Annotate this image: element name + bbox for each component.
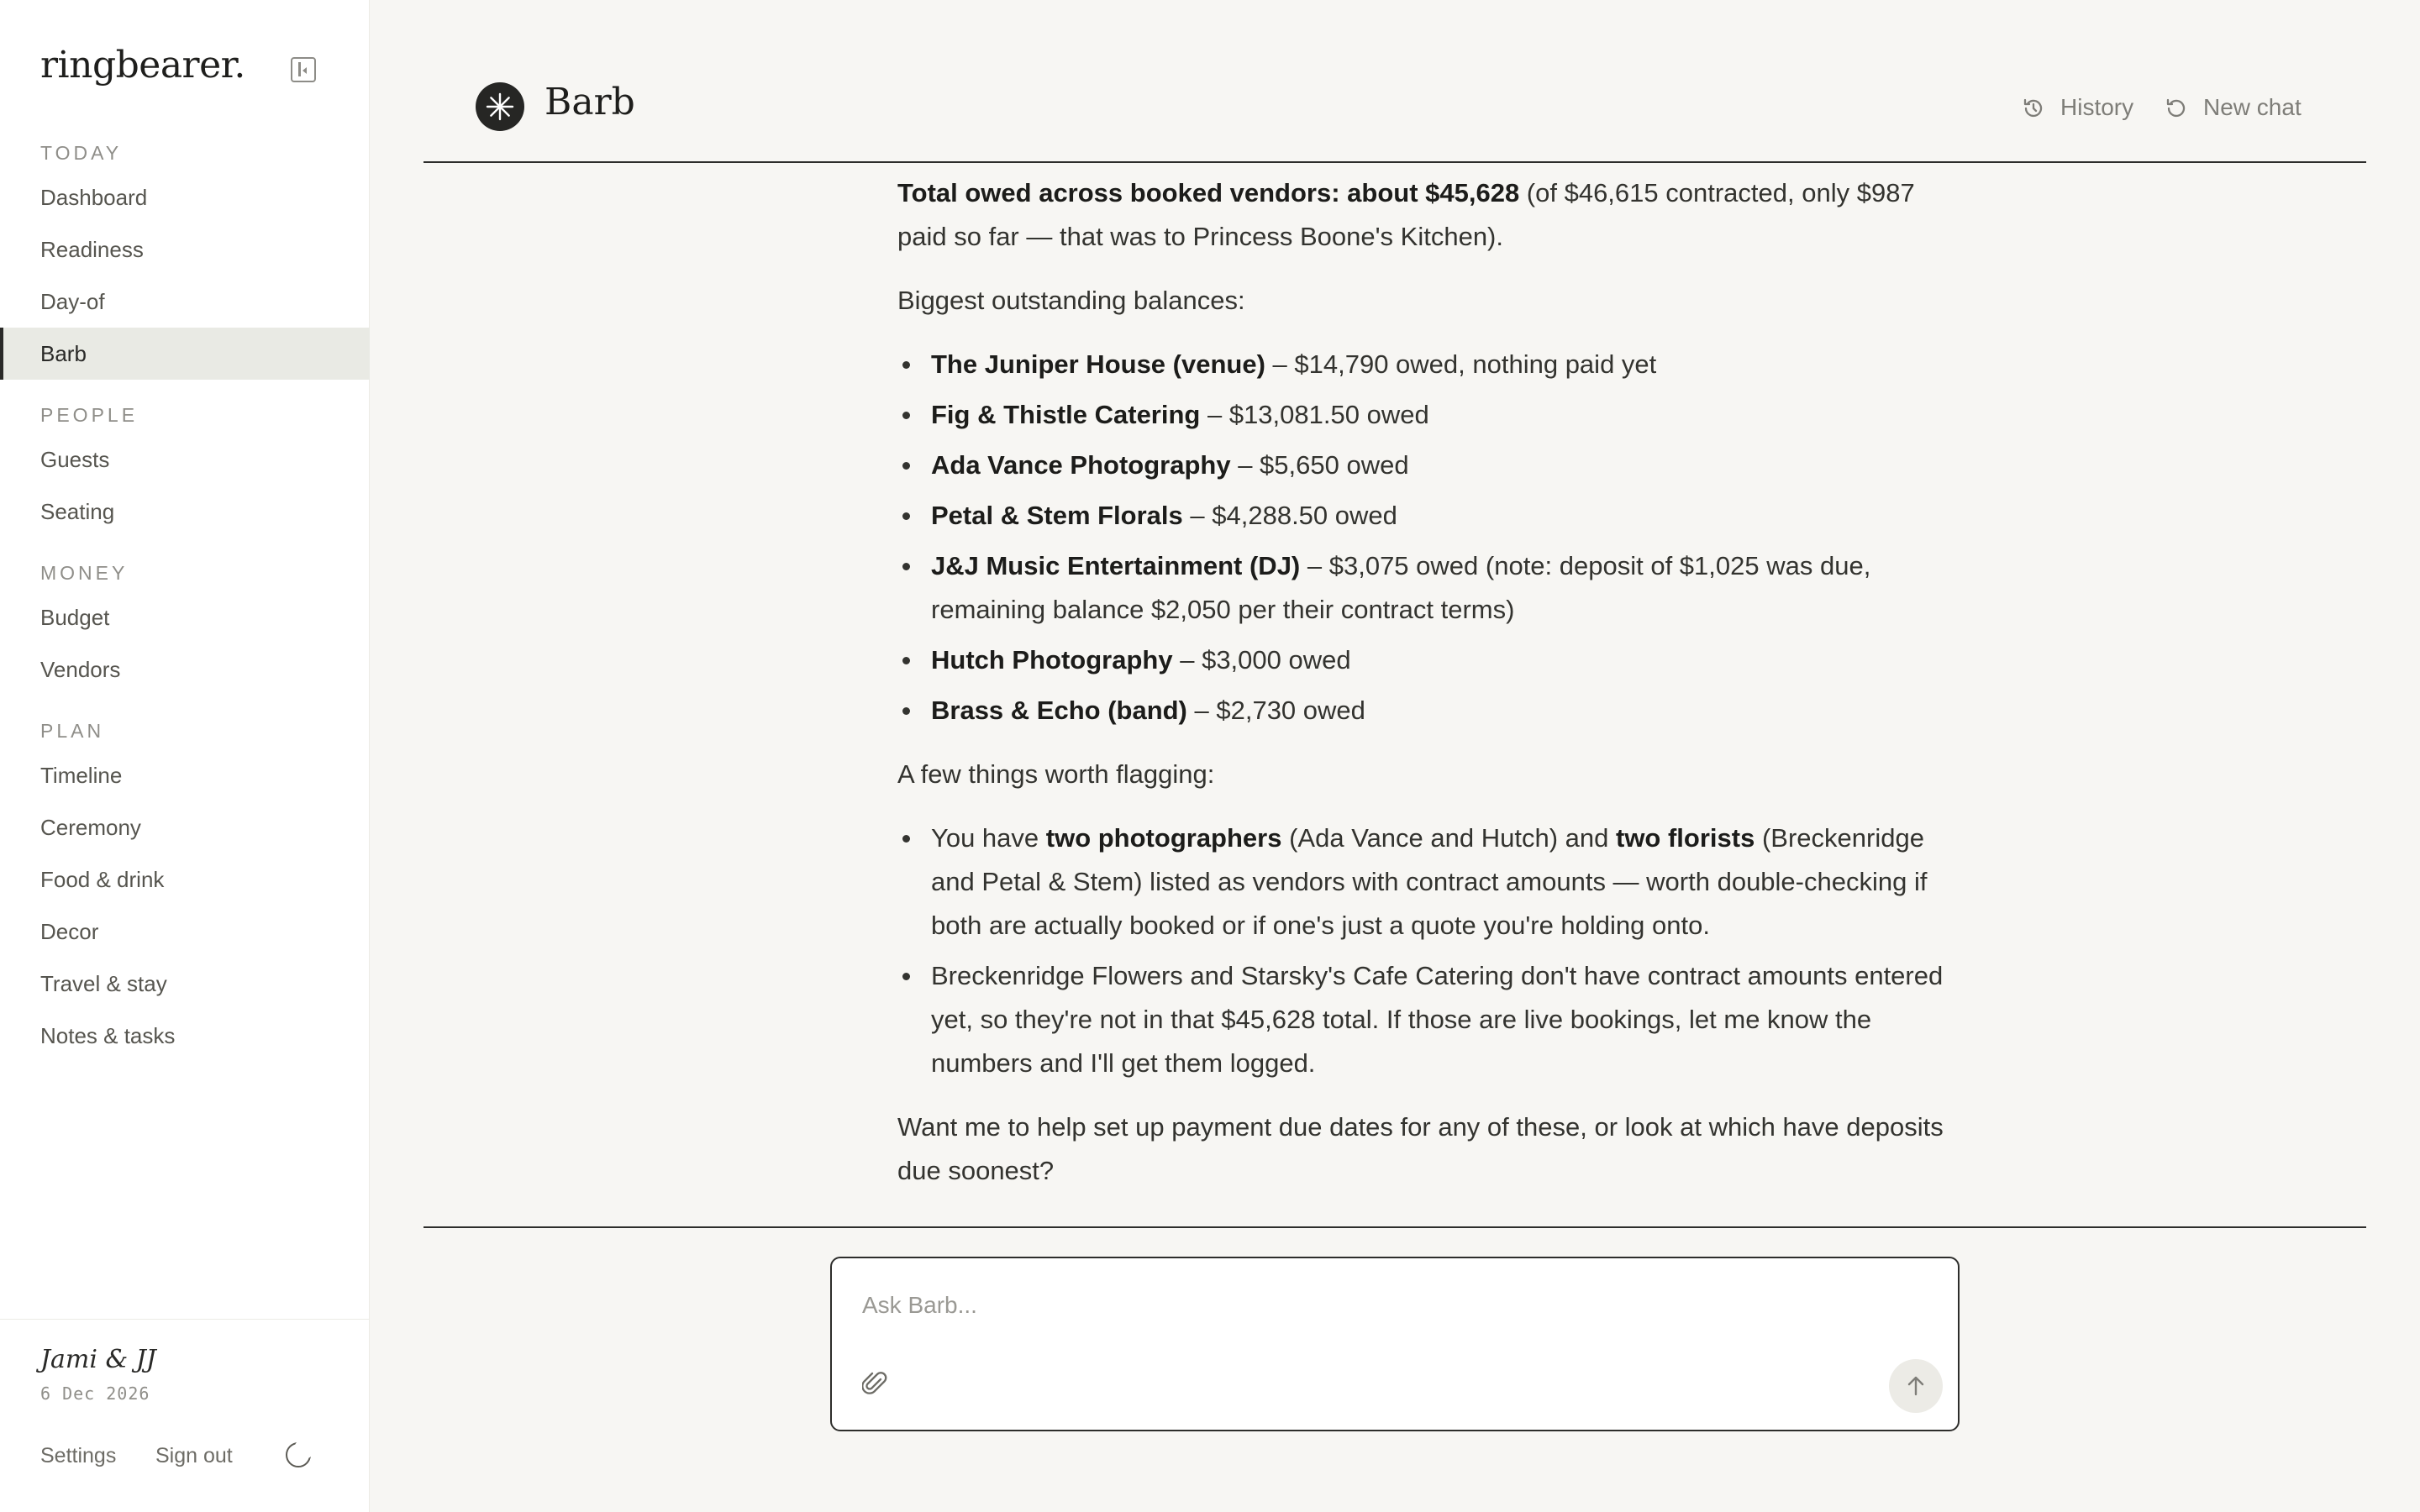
nav-section-money: MONEY xyxy=(40,562,129,584)
closing-question: Want me to help set up payment due dates for any of these, or look at which have deposits due soonest? xyxy=(897,1112,1944,1185)
sign-out-link[interactable]: Sign out xyxy=(155,1444,233,1467)
list-item xyxy=(897,544,1965,632)
list-item xyxy=(897,343,1965,386)
flag-bold: two florists xyxy=(1616,823,1755,853)
flags-list xyxy=(897,816,1965,1085)
brand-logo[interactable]: ringbearer. xyxy=(40,44,245,87)
list-item xyxy=(897,638,1965,682)
new-chat-button[interactable] xyxy=(2165,91,2302,124)
vendor-name: J&J Music Entertainment (DJ) xyxy=(931,551,1301,580)
nav-section-plan: PLAN xyxy=(40,720,105,742)
summary-total: Total owed across booked vendors: about $45,628 xyxy=(897,178,1520,207)
vendor-balance: – $4,288.50 owed xyxy=(1182,501,1397,530)
vendor-name: Hutch Photography xyxy=(931,645,1173,675)
sidebar-item-ceremony[interactable]: Ceremony xyxy=(40,815,141,840)
sidebar-item-vendors[interactable]: Vendors xyxy=(40,657,121,682)
history-label: History xyxy=(2060,94,2134,120)
list-item xyxy=(897,954,1965,1085)
vendor-name: The Juniper House (venue) xyxy=(931,349,1265,379)
flag-text: (Ada Vance and Hutch) and xyxy=(1281,823,1616,853)
sidebar-item-budget[interactable]: Budget xyxy=(40,605,110,630)
vendor-balance: – $5,650 owed xyxy=(1230,450,1409,480)
vendor-balance: – $3,000 owed xyxy=(1172,645,1351,675)
flags-intro: A few things worth flagging: xyxy=(897,759,1215,789)
balances-intro: Biggest outstanding balances: xyxy=(897,286,1245,315)
balances-list xyxy=(897,343,1965,732)
new-chat-label: New chat xyxy=(2203,94,2302,120)
dark-mode-toggle-icon[interactable] xyxy=(286,1442,311,1467)
sidebar-item-barb[interactable]: Barb xyxy=(0,328,370,380)
sidebar-item-guests[interactable]: Guests xyxy=(40,447,110,472)
settings-link[interactable]: Settings xyxy=(40,1444,117,1467)
sidebar-footer xyxy=(0,1319,370,1512)
sidebar-item-seating[interactable]: Seating xyxy=(40,499,115,524)
vendor-name: Brass & Echo (band) xyxy=(931,696,1187,725)
sidebar-item-readiness[interactable]: Readiness xyxy=(40,237,144,262)
vendor-name: Fig & Thistle Catering xyxy=(931,400,1201,429)
send-button[interactable] xyxy=(1889,1359,1943,1413)
message-thread[interactable] xyxy=(424,165,2366,1228)
summary-paragraph xyxy=(897,171,1965,259)
refresh-icon xyxy=(2165,97,2188,120)
list-item xyxy=(897,393,1965,437)
flag-text: Breckenridge Flowers and Starsky's Cafe Catering don't have contract amounts entered yet, so they're not in that $45,628 total. If those are live bookings, let me know the numbers and I'll get them logged. xyxy=(931,961,1944,1078)
history-button[interactable] xyxy=(2022,91,2133,124)
sidebar xyxy=(0,0,370,1512)
summary-detail: (of $46,615 contracted, only $987 paid so far — that was to Princess Boone's Kitchen). xyxy=(897,178,1915,251)
chat-header xyxy=(424,0,2366,163)
vendor-balance: – $14,790 owed, nothing paid yet xyxy=(1265,349,1657,379)
chat-title: Barb xyxy=(544,81,635,123)
sidebar-item-day-of[interactable]: Day-of xyxy=(40,289,105,314)
vendor-balance: – $2,730 owed xyxy=(1186,696,1365,725)
list-item xyxy=(897,689,1965,732)
couple-name: Jami & JJ xyxy=(40,1345,156,1374)
sidebar-item-timeline[interactable]: Timeline xyxy=(40,763,123,788)
sidebar-item-notes-tasks[interactable]: Notes & tasks xyxy=(40,1023,176,1048)
list-item xyxy=(897,816,1965,948)
history-icon xyxy=(2022,97,2045,120)
sidebar-nav xyxy=(0,134,370,1062)
ask-input[interactable] xyxy=(862,1287,1870,1324)
nav-section-today: TODAY xyxy=(40,142,123,164)
vendor-balance: – $3,075 owed (note: deposit of $1,025 was due, remaining balance $2,050 per their contract terms) xyxy=(931,551,1871,624)
sidebar-item-travel-stay[interactable]: Travel & stay xyxy=(40,971,167,996)
arrow-up-icon xyxy=(1906,1374,1926,1398)
asterisk-icon xyxy=(486,92,514,121)
sidebar-item-food-drink[interactable]: Food & drink xyxy=(40,867,165,892)
flag-bold: two photographers xyxy=(1045,823,1282,853)
vendor-name: Ada Vance Photography xyxy=(931,450,1231,480)
list-item xyxy=(897,444,1965,487)
paperclip-icon[interactable] xyxy=(862,1369,887,1398)
wedding-date: 6 Dec 2026 xyxy=(40,1383,150,1404)
assistant-message xyxy=(897,171,1965,1213)
list-item xyxy=(897,494,1965,538)
vendor-balance: – $13,081.50 owed xyxy=(1200,400,1429,429)
nav-section-people: PEOPLE xyxy=(40,404,139,426)
collapse-sidebar-icon[interactable] xyxy=(291,57,316,82)
flag-text: (Breckenridge and Petal & Stem) listed as vendors with contract amounts — worth double-checking if both are actually booked or if one's just a quote you're holding onto. xyxy=(931,823,1928,940)
assistant-avatar xyxy=(476,82,524,131)
flag-text: You have xyxy=(931,823,1046,853)
chat-composer xyxy=(830,1257,1960,1431)
sidebar-item-dashboard[interactable]: Dashboard xyxy=(40,185,148,210)
vendor-name: Petal & Stem Florals xyxy=(931,501,1183,530)
sidebar-item-decor[interactable]: Decor xyxy=(40,919,99,944)
